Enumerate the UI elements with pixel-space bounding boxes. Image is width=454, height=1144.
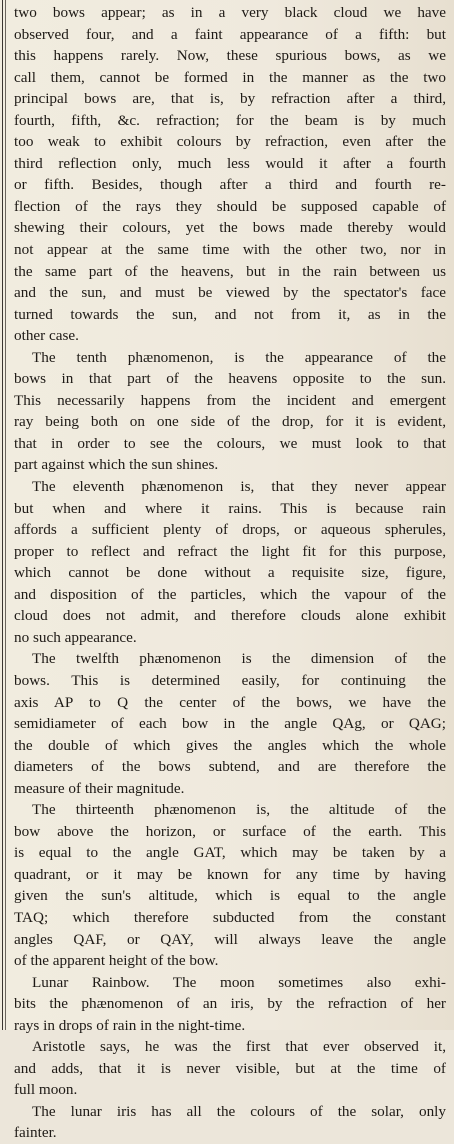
left-margin-rule-inner — [5, 0, 6, 1030]
text-line: The thirteenth phænomenon is, the altitude of the — [32, 801, 446, 819]
text-line: is equal to the angle GAT, which may be taken by a — [14, 844, 446, 862]
text-line: The twelfth phænomenon is the dimension of the — [32, 650, 446, 668]
text-line: two bows appear; as in a very black cloud we have — [14, 4, 446, 21]
left-margin-rule — [2, 0, 3, 1030]
text-line: rays in drops of rain in the night-time. — [14, 1016, 246, 1034]
text-line: or fifth. Besides, though after a third and fourth re- — [14, 176, 446, 194]
text-line: no such appearance. — [14, 628, 137, 646]
text-line: The tenth phænomenon, is the appearance of the — [32, 348, 446, 366]
text-line: flection of the rays they should be supposed capable of — [14, 197, 446, 215]
text-line: the double of which gives the angles which the whole — [14, 736, 446, 754]
text-line: principal bows are, that is, by refraction after a third, — [14, 90, 446, 108]
text-line: observed four, and a faint appearance of a fifth: but — [14, 25, 446, 43]
text-line: shewing their colours, yet the bows made thereby would — [14, 219, 446, 237]
text-line: diameters of the bows subtend, and are therefore the — [14, 758, 446, 776]
text-line: not appear at the same time with the other two, nor in — [14, 241, 446, 259]
body-text — [14, 2, 446, 1144]
text-line: Lunar Rainbow. The moon sometimes also exhi- — [32, 973, 446, 991]
text-line: bits the phænomenon of an iris, by the refraction of her — [14, 995, 446, 1013]
text-line: too weak to exhibit colours by refraction, even after the — [14, 133, 446, 151]
text-line: third reflection only, much less would it after a fourth — [14, 154, 446, 172]
text-line: TAQ; which therefore subducted from the constant — [14, 908, 446, 926]
text-line: axis AP to Q the center of the bows, we have the — [14, 693, 446, 711]
text-line: The lunar iris has all the colours of the solar, only — [32, 1102, 446, 1120]
text-line: part against which the sun shines. — [14, 456, 219, 474]
text-line: this happens rarely. Now, these spurious bows, as we — [14, 47, 446, 65]
text-line: and adds, that it is never visible, but at the time of — [14, 1059, 446, 1077]
text-line: that in order to see the colours, we must look to that — [14, 434, 446, 452]
text-line: and the sun, and must be viewed by the spectator's face — [14, 284, 446, 302]
text-line: call them, cannot be formed in the manner as the two — [14, 68, 446, 86]
text-line: ray being both on one side of the drop, for it is evident, — [14, 413, 446, 431]
text-line: cloud does not admit, and therefore clouds alone exhibit — [14, 607, 446, 625]
text-line: but when and where it rains. This is because rain — [14, 499, 446, 517]
text-line: which cannot be done without a requisite size, figure, — [14, 564, 446, 582]
text-line: measure of their magnitude. — [14, 779, 185, 797]
text-line: given the sun's altitude, which is equal to the angle — [14, 887, 446, 905]
text-line: proper to reflect and refract the light fit for this purpose, — [14, 542, 446, 560]
text-line: Aristotle says, he was the first that ever observed it, — [32, 1038, 446, 1056]
text-line: semidiameter of each bow in the angle QAg, or QAG; — [14, 715, 446, 733]
text-line: fourth, fifth, &c. refraction; for the beam is by much — [14, 111, 446, 129]
text-line: This necessarily happens from the incident and emergent — [14, 391, 446, 409]
text-line: fainter. — [14, 1124, 57, 1142]
text-line: full moon. — [14, 1081, 78, 1099]
text-line: the same part of the heavens, but in the rain between us — [14, 262, 446, 280]
text-line: and disposition of the particles, which the vapour of the — [14, 585, 446, 603]
text-line: angles QAF, or QAY, will always leave the angle — [14, 930, 446, 948]
text-line: bows. This is determined easily, for continuing the — [14, 671, 446, 689]
text-line: other case. — [14, 327, 79, 345]
text-line: affords a sufficient plenty of drops, or aqueous spherules, — [14, 521, 446, 539]
text-line: of the apparent height of the bow. — [14, 952, 219, 970]
text-line: The eleventh phænomenon is, that they never appear — [32, 478, 446, 496]
text-line: bow above the horizon, or surface of the earth. This — [14, 822, 446, 840]
text-line: quadrant, or it may be known for any time by having — [14, 865, 446, 883]
text-line: turned towards the sun, and not from it, as in the — [14, 305, 446, 323]
text-line: bows in that part of the heavens opposite to the sun. — [14, 370, 446, 388]
